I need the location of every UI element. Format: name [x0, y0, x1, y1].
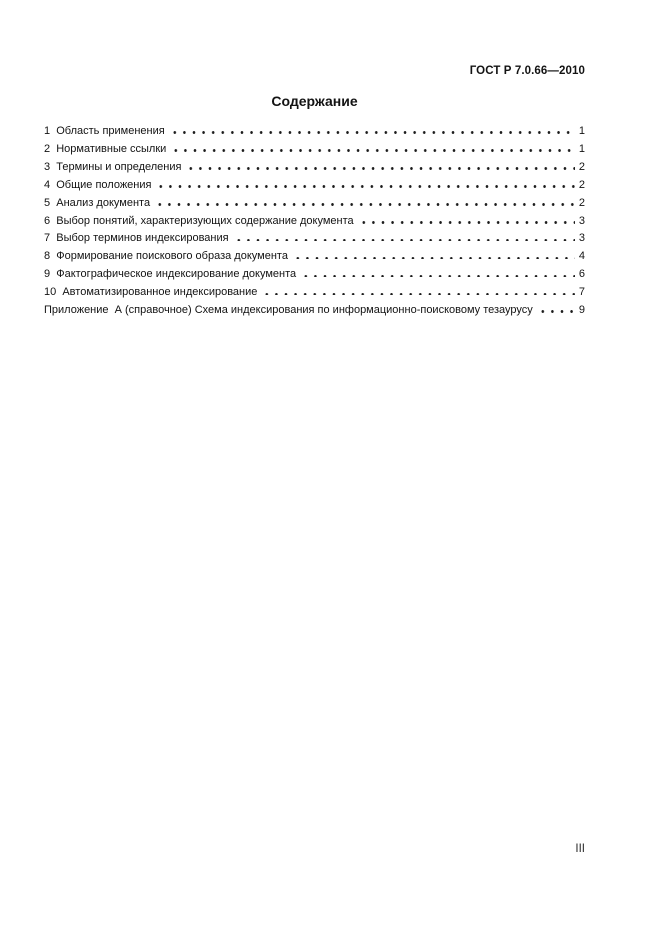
dot-leader — [186, 167, 575, 170]
dot-leader — [262, 293, 575, 296]
toc-entry-label: Приложение А (справочное) Схема индексирования по информационно-поисковому тезаурусу — [44, 304, 533, 317]
toc-entry — [44, 266, 585, 284]
toc-entry — [44, 159, 585, 177]
document-header — [44, 64, 585, 78]
toc-entry-page: 3 — [578, 232, 585, 245]
toc-entry — [44, 284, 585, 302]
toc-entry-page: 9 — [578, 304, 585, 317]
toc-entry-label: 1 Область применения — [44, 125, 165, 137]
toc-entry-page: 6 — [578, 268, 585, 281]
dot-leader — [359, 221, 575, 224]
standard-designation: ГОСТ Р 7.0.66—2010 — [469, 65, 585, 77]
toc-entry-page: 3 — [578, 214, 585, 227]
toc-entry-label: 4 Общие положения — [44, 178, 152, 191]
toc-entry-label: 6 Выбор понятий, характеризующих содержание документа — [44, 214, 354, 227]
toc-entry-page: 2 — [578, 160, 585, 173]
toc-entry-page: 2 — [578, 178, 585, 191]
toc-entry — [44, 248, 585, 266]
toc-entry-label: 9 Фактографическое индексирование документа — [44, 268, 297, 281]
toc-entry — [44, 177, 585, 195]
table-of-contents — [44, 123, 585, 320]
page-number: III — [575, 843, 585, 855]
toc-entry — [44, 213, 585, 231]
toc-entry — [44, 230, 585, 248]
dot-leader — [301, 275, 575, 278]
toc-entry-page: 1 — [578, 125, 585, 137]
toc-entry-annex — [44, 302, 585, 320]
dot-leader — [155, 203, 575, 206]
toc-entry-page: 1 — [578, 142, 585, 155]
toc-entry-page: 4 — [578, 250, 585, 263]
dot-leader — [156, 185, 575, 188]
toc-entry — [44, 195, 585, 213]
toc-entry — [44, 141, 585, 159]
toc-entry-page: 7 — [578, 286, 585, 299]
dot-leader — [538, 310, 575, 313]
dot-leader — [293, 257, 575, 260]
toc-entry — [44, 123, 585, 141]
dot-leader — [234, 239, 575, 242]
toc-entry-label: 5 Анализ документа — [44, 196, 151, 209]
toc-entry-page: 2 — [578, 196, 585, 209]
dot-leader — [170, 131, 575, 134]
page-title: Содержание — [271, 93, 358, 109]
toc-entry-label: 8 Формирование поискового образа документа — [44, 250, 288, 263]
toc-entry-label: 3 Термины и определения — [44, 160, 182, 173]
toc-entry-label: 10 Автоматизированное индексирование — [44, 286, 258, 299]
toc-entry-label: 2 Нормативные ссылки — [44, 142, 167, 155]
toc-entry-label: 7 Выбор терминов индексирования — [44, 232, 229, 245]
dot-leader — [171, 149, 575, 152]
